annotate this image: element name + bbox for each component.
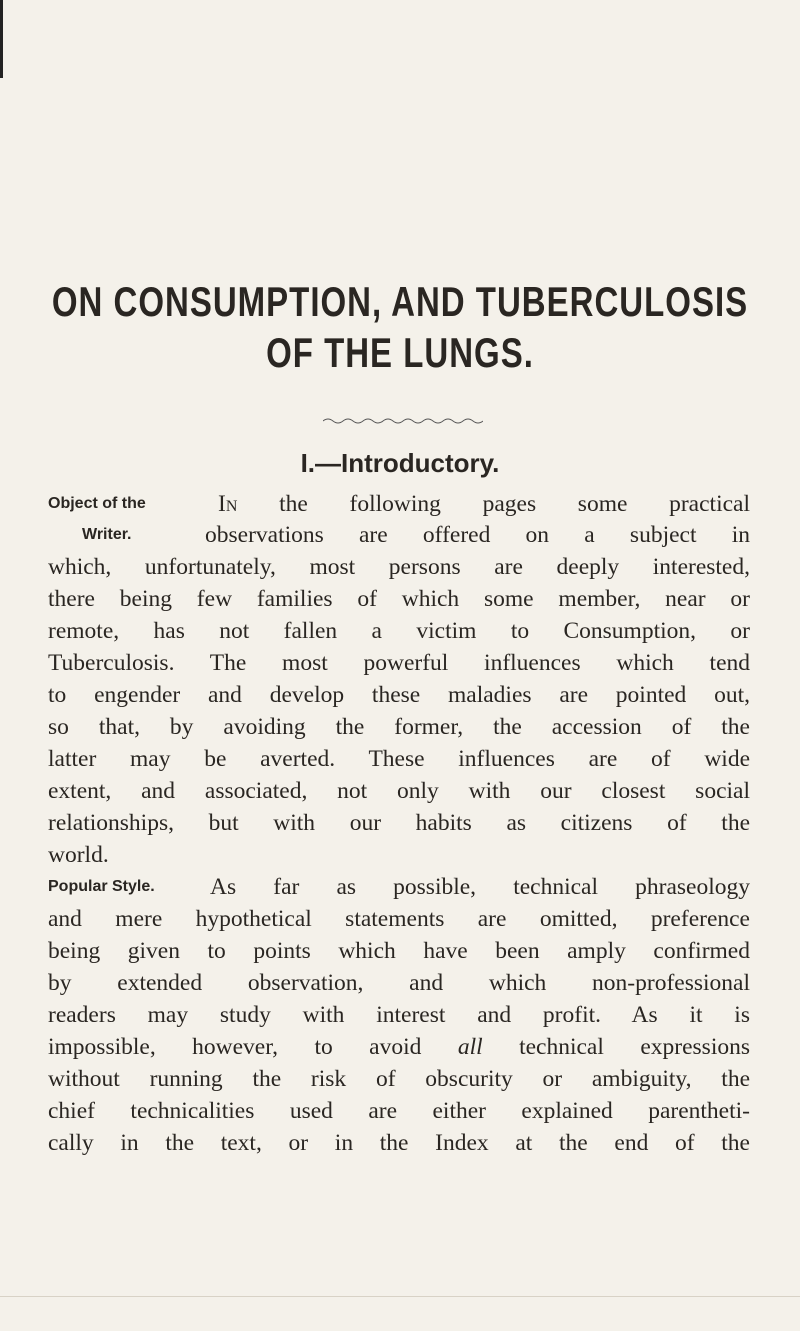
drop-word: In xyxy=(218,491,238,517)
p1-line-3: which, unfortunately, most persons are deeply interested, xyxy=(48,554,750,580)
page-bottom-edge xyxy=(0,1296,800,1297)
p2-line-8: chief technicalities used are either explained parentheti- xyxy=(48,1098,750,1124)
p1-line-2: observations are offered on a subject in xyxy=(205,522,750,548)
p2-line-5: readers may study with interest and profit. As it is xyxy=(48,1002,750,1028)
sidenote-object-of-writer-2: Writer. xyxy=(82,526,132,543)
p2-line-6: impossible, however, to avoid all technical expressions xyxy=(48,1034,750,1060)
p1-line-1: In the following pages some practical xyxy=(218,491,750,517)
page-edge-mark xyxy=(0,0,3,78)
p2-line-2: and mere hypothetical statements are omitted, preference xyxy=(48,906,750,932)
p1-line-10: extent, and associated, not only with our closest social xyxy=(48,778,750,804)
wavy-rule-ornament xyxy=(323,416,483,426)
p2-line-7: without running the risk of obscurity or ambiguity, the xyxy=(48,1066,750,1092)
italic-emphasis: all xyxy=(457,1034,483,1060)
p2-line-3: being given to points which have been amply confirmed xyxy=(48,938,750,964)
p2-line-1: As far as possible, technical phraseology xyxy=(210,874,750,900)
section-heading: I.—Introductory. xyxy=(300,448,500,478)
p1-line-11: relationships, but with our habits as citizens of the xyxy=(48,810,750,836)
chapter-title-line-1: ON CONSUMPTION, AND TUBERCULOSIS xyxy=(51,278,749,325)
p1-line-5: remote, has not fallen a victim to Consumption, or xyxy=(48,618,750,644)
p1-line-12: world. xyxy=(48,842,109,868)
p2-line-9: cally in the text, or in the Index at the end of the xyxy=(48,1130,750,1156)
chapter-title-line-2: OF THE LUNGS. xyxy=(266,329,534,376)
sidenote-popular-style: Popular Style. xyxy=(48,878,155,895)
p2-line-4: by extended observation, and which non-professional xyxy=(48,970,750,996)
p1-line-4: there being few families of which some member, near or xyxy=(48,586,750,612)
p1-line-9: latter may be averted. These influences are of wide xyxy=(48,746,750,772)
p1-line-8: so that, by avoiding the former, the accession of the xyxy=(48,714,750,740)
p1-line-7: to engender and develop these maladies are pointed out, xyxy=(48,682,750,708)
p1-line-6: Tuberculosis. The most powerful influences which tend xyxy=(48,650,750,676)
sidenote-object-of-writer-1: Object of the xyxy=(48,495,146,512)
